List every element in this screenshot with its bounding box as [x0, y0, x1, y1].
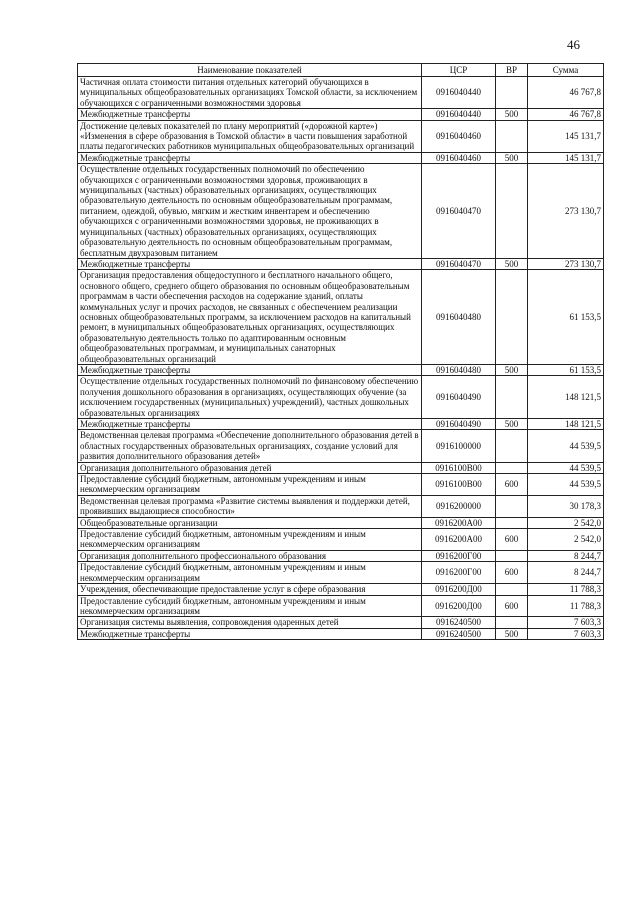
row-vr-cell: 500 — [496, 628, 528, 639]
row-sum-cell: 11 788,3 — [528, 595, 604, 617]
table-row — [78, 495, 604, 517]
row-name-cell: Частичная оплата стоимости питания отдельных категорий обучающихся в муниципальных общеобразовательных организациях Томской области, за исключением обучающихся с ограниченными возможностями здоровья — [78, 77, 422, 109]
row-name-cell: Межбюджетные трансферты — [78, 109, 422, 120]
table-row — [78, 462, 604, 473]
row-name-cell: Межбюджетные трансферты — [78, 152, 422, 163]
row-name-cell: Организация системы выявления, сопровождения одаренных детей — [78, 617, 422, 628]
header-name: Наименование показателей — [78, 64, 422, 77]
table-row — [78, 430, 604, 462]
row-vr-cell — [496, 430, 528, 462]
row-csr-cell: 0916040490 — [422, 419, 496, 430]
table-row — [78, 258, 604, 269]
row-sum-cell: 273 130,7 — [528, 258, 604, 269]
row-name-cell: Межбюджетные трансферты — [78, 628, 422, 639]
row-sum-cell: 8 244,7 — [528, 550, 604, 561]
row-csr-cell: 0916040460 — [422, 120, 496, 152]
table-row — [78, 164, 604, 259]
row-vr-cell: 600 — [496, 562, 528, 584]
row-csr-cell: 0916200А00 — [422, 517, 496, 528]
row-vr-cell — [496, 495, 528, 517]
row-sum-cell: 2 542,0 — [528, 529, 604, 551]
row-vr-cell: 500 — [496, 109, 528, 120]
row-sum-cell: 273 130,7 — [528, 164, 604, 259]
table-row — [78, 77, 604, 109]
table-row — [78, 628, 604, 639]
table-header-row — [78, 64, 604, 77]
row-csr-cell: 0916200000 — [422, 495, 496, 517]
row-name-cell: Учреждения, обеспечивающие предоставление услуг в сфере образования — [78, 584, 422, 595]
table-row — [78, 419, 604, 430]
row-sum-cell: 148 121,5 — [528, 419, 604, 430]
row-sum-cell: 148 121,5 — [528, 376, 604, 419]
row-name-cell: Предоставление субсидий бюджетным, автономным учреждениям и иным некоммерческим организациям — [78, 562, 422, 584]
table-row — [78, 562, 604, 584]
table-row — [78, 364, 604, 375]
table-row — [78, 595, 604, 617]
row-name-cell: Ведомственная целевая программа «Обеспечение дополнительного образования детей в областных государственных образовательных организациях, создание условий для развития дополнительного образования детей» — [78, 430, 422, 462]
table-body — [78, 77, 604, 640]
row-csr-cell: 0916040490 — [422, 376, 496, 419]
table-row — [78, 474, 604, 496]
row-csr-cell: 0916040470 — [422, 258, 496, 269]
row-sum-cell: 8 244,7 — [528, 562, 604, 584]
row-name-cell: Предоставление субсидий бюджетным, автономным учреждениям и иным некоммерческим организациям — [78, 529, 422, 551]
table-row — [78, 376, 604, 419]
row-name-cell: Осуществление отдельных государственных полномочий по финансовому обеспечению получения дошкольного образования в организациях, осуществляющих обучение (за исключением государственных (муниципальных) учреждений), частных дошкольных образовательных организациях — [78, 376, 422, 419]
row-name-cell: Достижение целевых показателей по плану мероприятий («дорожной карте») «Изменения в сфере образования в Томской области» в части повышения заработной платы педагогических работников муниципальных общеобразовательных организаций — [78, 120, 422, 152]
row-vr-cell — [496, 550, 528, 561]
row-csr-cell: 0916040440 — [422, 77, 496, 109]
table-row — [78, 584, 604, 595]
row-sum-cell: 61 153,5 — [528, 364, 604, 375]
table-row — [78, 550, 604, 561]
row-sum-cell: 46 767,8 — [528, 109, 604, 120]
row-sum-cell: 44 539,5 — [528, 474, 604, 496]
row-vr-cell — [496, 77, 528, 109]
row-name-cell: Межбюджетные трансферты — [78, 419, 422, 430]
row-vr-cell: 500 — [496, 258, 528, 269]
row-sum-cell: 145 131,7 — [528, 152, 604, 163]
table-row — [78, 109, 604, 120]
row-csr-cell: 0916040440 — [422, 109, 496, 120]
row-csr-cell: 0916200Г00 — [422, 550, 496, 561]
table-row — [78, 120, 604, 152]
row-csr-cell: 0916040460 — [422, 152, 496, 163]
row-sum-cell: 44 539,5 — [528, 462, 604, 473]
row-vr-cell: 600 — [496, 474, 528, 496]
row-csr-cell: 0916100В00 — [422, 462, 496, 473]
row-vr-cell — [496, 376, 528, 419]
row-sum-cell: 61 153,5 — [528, 270, 604, 365]
row-csr-cell: 0916240500 — [422, 617, 496, 628]
row-csr-cell: 0916100000 — [422, 430, 496, 462]
row-sum-cell: 7 603,3 — [528, 628, 604, 639]
row-sum-cell: 2 542,0 — [528, 517, 604, 528]
row-csr-cell: 0916040470 — [422, 164, 496, 259]
row-name-cell: Межбюджетные трансферты — [78, 364, 422, 375]
row-sum-cell: 7 603,3 — [528, 617, 604, 628]
row-vr-cell: 500 — [496, 364, 528, 375]
row-vr-cell — [496, 462, 528, 473]
row-vr-cell: 500 — [496, 419, 528, 430]
row-vr-cell — [496, 584, 528, 595]
row-sum-cell: 30 178,3 — [528, 495, 604, 517]
row-vr-cell — [496, 164, 528, 259]
row-name-cell: Осуществление отдельных государственных полномочий по обеспечению обучающихся с ограниченными возможностями здоровья, проживающих в муниципальных (частных) образовательных организациях, осуществляющих образовательную деятельность по основным общеобразовательным программам, питанием, одеждой, обувью, мягким и жестким инвентарем и обеспечению обучающихся с ограниченными возможностями здоровья, не проживающих в муниципальных (частных) образовательных организациях, осуществляющих образовательную деятельность по основным общеобразовательным программам, бесплатным двухразовым питанием — [78, 164, 422, 259]
row-csr-cell: 0916200А00 — [422, 529, 496, 551]
page-number: 46 — [567, 37, 580, 52]
table-row — [78, 517, 604, 528]
row-name-cell: Предоставление субсидий бюджетным, автономным учреждениям и иным некоммерческим организациям — [78, 474, 422, 496]
row-sum-cell: 44 539,5 — [528, 430, 604, 462]
row-name-cell: Межбюджетные трансферты — [78, 258, 422, 269]
header-vr: ВР — [496, 64, 528, 77]
header-csr: ЦСР — [422, 64, 496, 77]
row-csr-cell: 0916200Д00 — [422, 584, 496, 595]
row-csr-cell: 0916040480 — [422, 364, 496, 375]
table-row — [78, 270, 604, 365]
row-vr-cell: 600 — [496, 529, 528, 551]
row-csr-cell: 0916100В00 — [422, 474, 496, 496]
table-row — [78, 617, 604, 628]
row-csr-cell: 0916200Д00 — [422, 595, 496, 617]
row-vr-cell — [496, 120, 528, 152]
row-csr-cell: 0916040480 — [422, 270, 496, 365]
row-name-cell: Организация дополнительного образования детей — [78, 462, 422, 473]
header-sum: Сумма — [528, 64, 604, 77]
row-name-cell: Организация предоставления общедоступного и бесплатного начального общего, основного общего, среднего общего образования по основным общеобразовательным программам в части обеспечения расходов на содержание зданий, оплаты коммунальных услуг и прочих расходов, не связанных с обеспечением реализации основных общеобразовательных программ, за исключением расходов на капитальный ремонт, в муниципальных общеобразовательных организациях, осуществляющих образовательную деятельность только по адаптированным основным общеобразовательных программам, и муниципальных санаторных общеобразовательных организаций — [78, 270, 422, 365]
row-name-cell: Общеобразовательные организации — [78, 517, 422, 528]
row-vr-cell — [496, 617, 528, 628]
row-vr-cell — [496, 270, 528, 365]
table-row — [78, 529, 604, 551]
row-name-cell: Ведомственная целевая программа «Развитие системы выявления и поддержки детей, проявивших выдающиеся способности» — [78, 495, 422, 517]
row-vr-cell: 500 — [496, 152, 528, 163]
row-csr-cell: 0916200Г00 — [422, 562, 496, 584]
table-row — [78, 152, 604, 163]
row-vr-cell — [496, 517, 528, 528]
row-sum-cell: 46 767,8 — [528, 77, 604, 109]
row-name-cell: Организация дополнительного профессионального образования — [78, 550, 422, 561]
row-csr-cell: 0916240500 — [422, 628, 496, 639]
row-name-cell: Предоставление субсидий бюджетным, автономным учреждениям и иным некоммерческим организациям — [78, 595, 422, 617]
row-sum-cell: 145 131,7 — [528, 120, 604, 152]
budget-table — [77, 63, 604, 640]
row-sum-cell: 11 788,3 — [528, 584, 604, 595]
row-vr-cell: 600 — [496, 595, 528, 617]
